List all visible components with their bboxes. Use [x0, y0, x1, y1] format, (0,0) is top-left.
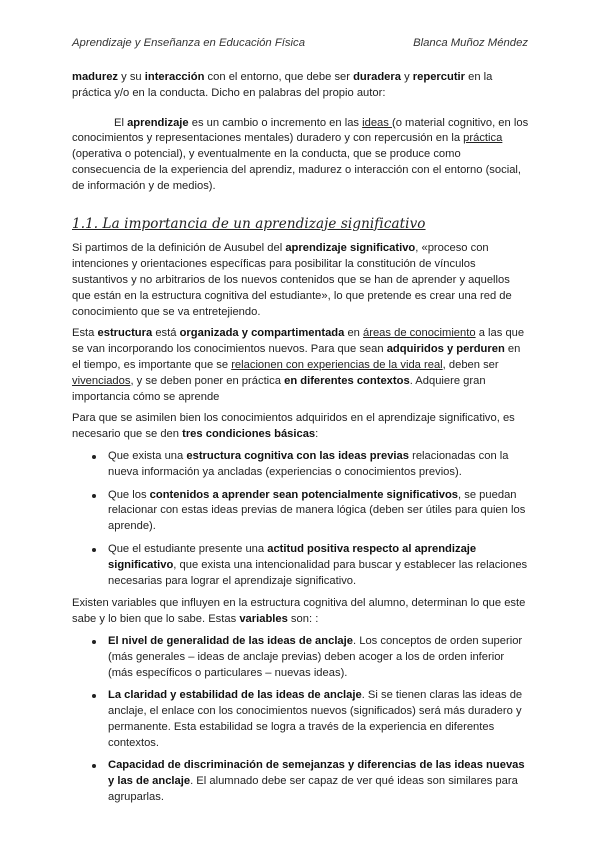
text-run: y — [400, 71, 413, 83]
document-title: Aprendizaje y Enseñanza en Educación Física — [72, 37, 305, 49]
page-header — [72, 37, 528, 49]
text-run: 1.1. La importancia de un aprendizaje significativo — [72, 215, 426, 232]
text-run: , «proceso con intenciones y orientaciones específicas para posibilitar la constitución de vínculos sustantivos y no arbitrarios de los nuevos contenidos que se han de aprender y aquellos que están en la estructura cognitiva del estudiante», lo que pretende es crear una red de conocimiento que se va entretejiendo. — [72, 242, 512, 318]
text-run: en la práctica y/o en la conducta. Dicho en palabras del propio autor: — [72, 71, 493, 99]
underlined-text: práctica — [463, 132, 503, 145]
text-run: . Adquiere gran importancia cómo se aprende — [72, 374, 486, 403]
text-run: . Si se tienen claras las ideas de anclaje, el enlace con los conocimientos nuevos (significados) será más duradero y permanente. Esta estabilidad se logra a través de la experiencia en diferentes contextos. — [108, 689, 523, 749]
list-item — [108, 542, 529, 589]
text-run: , deben ser — [442, 358, 499, 371]
list-item — [108, 758, 529, 805]
quote-paragraph — [72, 116, 529, 195]
text-run: relacionadas con la nueva información ya ancladas (experiencias o conocimientos previos). — [108, 449, 509, 478]
bold-text: madurez — [72, 71, 119, 83]
bold-text: interacción — [144, 71, 205, 83]
bold-text: aprendizaje significativo — [285, 242, 416, 255]
bullet-list — [72, 634, 529, 806]
text-run: Esta — [72, 327, 98, 340]
author-name: Blanca Muñoz Méndez — [413, 37, 528, 49]
text-run: es un cambio o incremento en las — [188, 116, 363, 129]
bold-text: aprendizaje — [127, 116, 189, 129]
list-item — [108, 688, 529, 751]
bold-text: actitud positiva respecto al aprendizaje significativo — [108, 542, 477, 571]
text-run: Existen variables que influyen en la estructura cognitiva del alumno, determinan lo que este sabe y lo bien que lo sabe. Estas — [72, 597, 526, 626]
list-item — [108, 488, 529, 535]
text-run: , y se deben poner en práctica — [130, 374, 285, 387]
section-heading — [72, 217, 529, 233]
paragraph — [72, 326, 529, 405]
text-run: El — [114, 116, 128, 129]
paragraph — [72, 596, 529, 628]
text-run: Que exista una — [108, 449, 187, 462]
bold-text: duradera — [353, 71, 401, 83]
paragraph — [72, 411, 529, 443]
list-item — [108, 449, 529, 481]
underlined-text: relacionen con experiencias de la vida real — [231, 358, 443, 371]
bold-text: contenidos a aprender sean potencialmente significativos — [149, 488, 459, 501]
bold-text: estructura cognitiva con las ideas previas — [186, 449, 409, 462]
text-run: (o material cognitivo, en los conocimientos y representaciones mentales) duradero y con repercusión en la — [72, 116, 529, 145]
text-run: Que el estudiante presente una — [108, 542, 268, 555]
bold-text: El nivel de generalidad de las ideas de anclaje — [108, 634, 353, 647]
text-run: : — [315, 428, 319, 441]
text-run: Para que se asimilen bien los conocimientos adquiridos en el aprendizaje significativo, es necesario que se den — [72, 412, 515, 441]
text-run: a las que se van incorporando los conocimientos nuevos. Para que sean — [72, 327, 525, 356]
underlined-text: ideas — [362, 116, 392, 129]
text-run: , se puedan relacionar con estas ideas previas de manera lógica (deben ser útiles para quien los aprende). — [108, 488, 526, 533]
text-run: . El alumnado debe ser capaz de ver qué ideas son similares para agruparlas. — [108, 775, 518, 804]
bullet-list — [72, 449, 529, 589]
text-run: , que exista una intencionalidad para buscar y establecer las relaciones necesarias para lograr el aprendizaje significativo. — [108, 558, 528, 587]
document-body — [72, 70, 529, 813]
list-item — [108, 634, 529, 681]
text-run: Que los — [108, 488, 150, 501]
text-run: (operativa o potencial), y eventualmente en la conducta, que se produce como consecuencia de la experiencia del aprendiz, madurez o interacción con el entorno (social, de información y de medios). — [72, 148, 522, 192]
bold-text: tres condiciones básicas — [182, 428, 316, 441]
bold-text: organizada y compartimentada — [179, 327, 345, 340]
bold-text: estructura — [97, 327, 153, 340]
text-run: en el tiempo, es importante que se — [72, 343, 521, 371]
text-run: con el entorno, que debe ser — [204, 71, 354, 83]
bold-text: repercutir — [412, 71, 466, 83]
bold-text: Capacidad de discriminación de semejanzas y diferencias de las ideas nuevas y las de anclaje — [108, 759, 525, 788]
bold-text: La claridad y estabilidad de las ideas de anclaje — [108, 689, 362, 702]
underlined-text: vivenciados — [72, 374, 131, 387]
bold-text: en diferentes contextos — [284, 374, 410, 387]
underlined-text: áreas de conocimiento — [363, 327, 476, 340]
text-run: y su — [118, 71, 145, 83]
text-run: en — [344, 327, 364, 340]
text-run: son: : — [287, 613, 319, 626]
bold-text: adquiridos y perduren — [386, 343, 505, 356]
paragraph — [72, 70, 529, 102]
text-run: . Los conceptos de orden superior (más generales – ideas de anclaje previas) deben acoger a los de orden inferior (más específicos o particulares – nuevas ideas). — [108, 634, 523, 679]
text-run: Si partimos de la definición de Ausubel del — [72, 242, 286, 255]
text-run: está — [152, 327, 180, 340]
paragraph — [72, 241, 529, 320]
bold-text: variables — [239, 613, 288, 626]
